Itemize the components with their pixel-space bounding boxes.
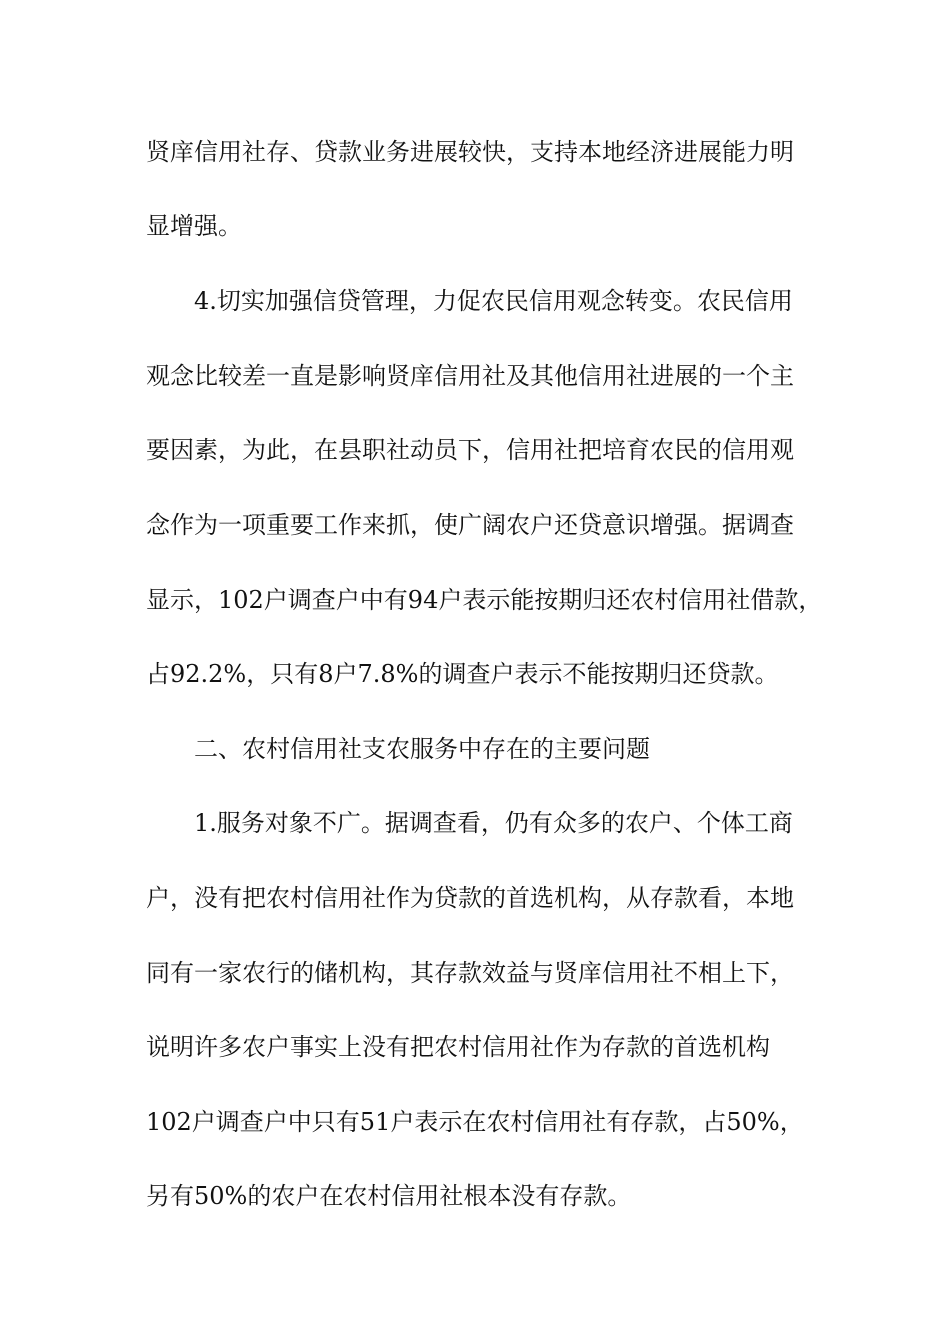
paragraph-line: 4.切实加强信贷管理，力促农民信用观念转变。农民信用 xyxy=(194,287,793,315)
paragraph-line: 显增强。 xyxy=(146,212,242,240)
paragraph-line: 102户调查户中只有51户表示在农村信用社有存款，占50%， xyxy=(146,1108,804,1136)
paragraph-line: 说明许多农户事实上没有把农村信用社作为存款的首选机构 xyxy=(146,1033,770,1061)
section-heading: 二、农村信用社支农服务中存在的主要问题 xyxy=(194,735,650,763)
paragraph-line: 念作为一项重要工作来抓，使广阔农户还贷意识增强。据调查 xyxy=(146,511,794,539)
paragraph-line: 要因素，为此，在县职社动员下，信用社把培育农民的信用观 xyxy=(146,436,794,464)
paragraph-line: 另有50%的农户在农村信用社根本没有存款。 xyxy=(146,1182,632,1210)
paragraph-line: 户，没有把农村信用社作为贷款的首选机构，从存款看，本地 xyxy=(146,884,794,912)
paragraph-line: 占92.2%，只有8户7.8%的调查户表示不能按期归还贷款。 xyxy=(146,660,779,688)
paragraph-line: 观念比较差一直是影响贤庠信用社及其他信用社进展的一个主 xyxy=(146,362,794,390)
paragraph-line: 显示，102户调查户中有94户表示能按期归还农村信用社借款， xyxy=(146,586,823,614)
paragraph-line: 同有一家农行的储机构，其存款效益与贤庠信用社不相上下， xyxy=(146,959,794,987)
paragraph-line: 贤庠信用社存、贷款业务进展较快，支持本地经济进展能力明 xyxy=(146,138,794,166)
paragraph-line: 1.服务对象不广。据调查看，仍有众多的农户、个体工商 xyxy=(194,809,793,837)
